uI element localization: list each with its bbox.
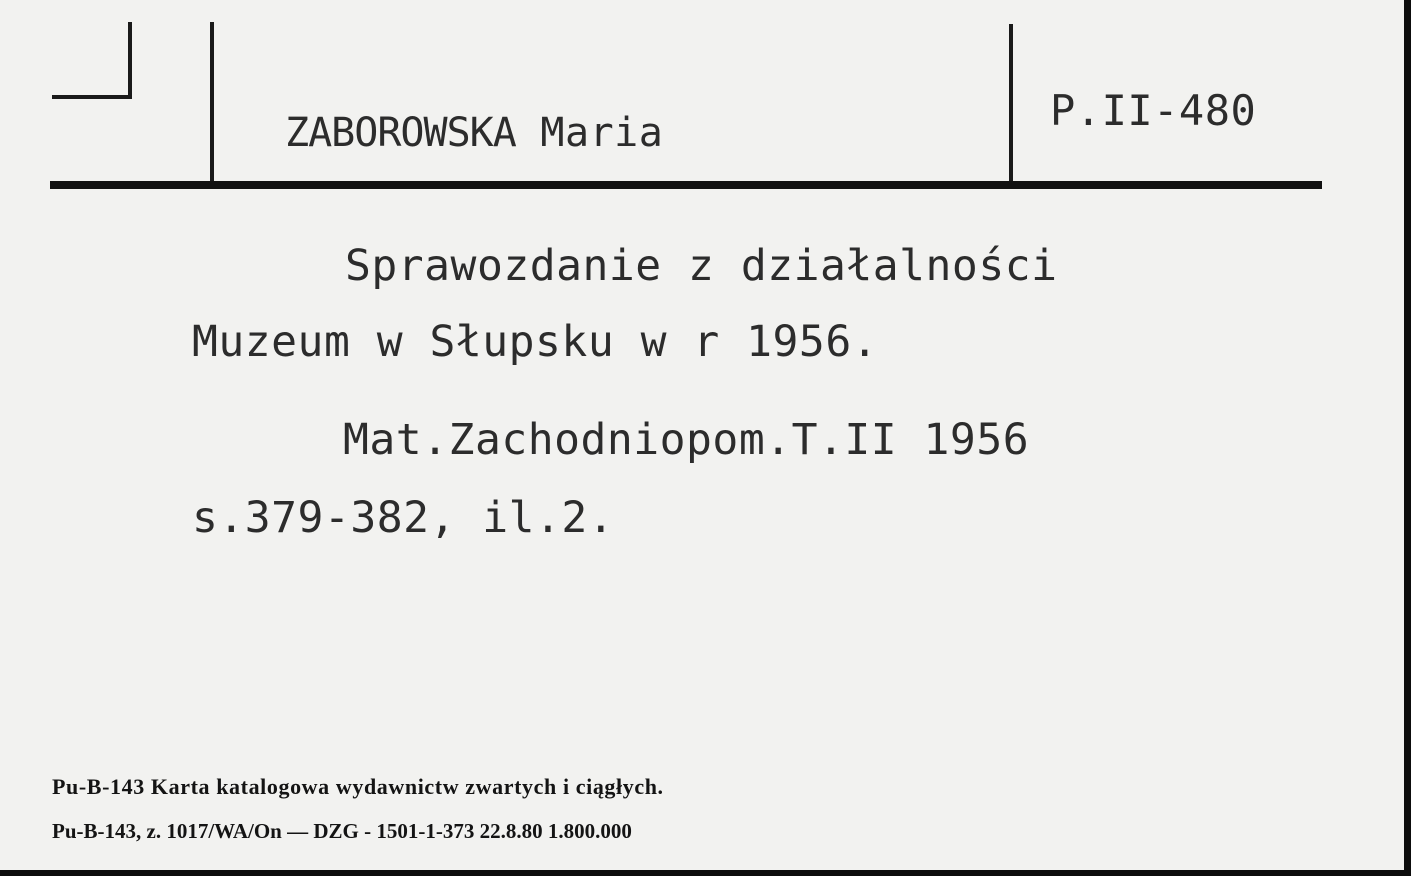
scan-border-bottom [0,870,1411,876]
title-line-1: Sprawozdanie z działalności [345,241,1058,291]
source-line-2: s.379-382, il.2. [192,493,615,543]
header-divider-left [210,22,214,182]
corner-mark-horizontal [52,95,132,99]
author-first-name: Maria [540,110,664,156]
header-rule [50,181,1322,189]
footer-form-line: Pu-B-143 Karta katalogowa wydawnictw zwartych i ciągłych. [52,774,664,799]
footer-print-line: Pu-B-143, z. 1017/WA/On — DZG - 1501-1-373 22.8.80 1.800.000 [52,819,632,843]
call-number: P.II-480 [1050,86,1257,135]
author-heading [285,108,663,166]
header-divider-right [1009,24,1013,184]
corner-mark-vertical [128,22,132,98]
title-line-2: Muzeum w Słupsku w r 1956. [192,317,879,367]
author-surname: ZABOROWSKA [285,110,516,156]
scan-border-right [1404,0,1411,876]
source-line-1: Mat.Zachodniopom.T.II 1956 [343,415,1030,465]
